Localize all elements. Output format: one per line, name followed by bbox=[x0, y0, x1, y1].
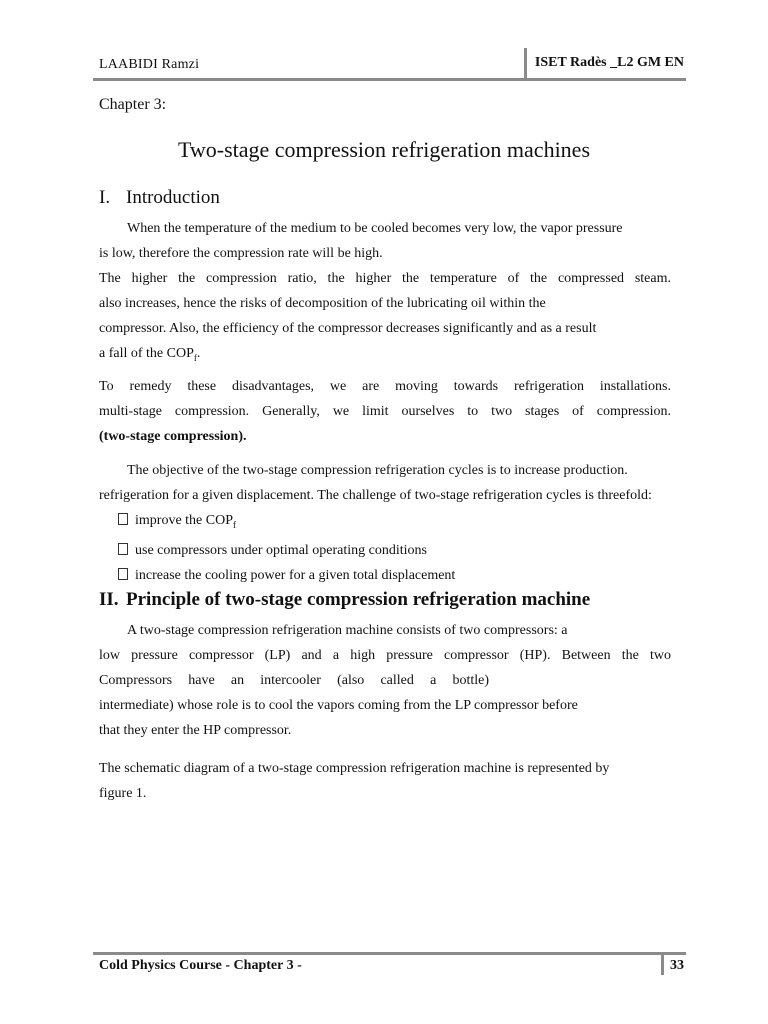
paragraph-line: A two-stage compression refrigeration machine consists of two compressors: a bbox=[127, 623, 568, 638]
footer-course: Cold Physics Course - Chapter 3 - bbox=[99, 958, 302, 973]
paragraph bbox=[99, 216, 671, 266]
paragraph-line: is low, therefore the compression rate will be high. bbox=[99, 246, 383, 261]
list-item-text: increase the cooling power for a given total displacement bbox=[135, 567, 456, 583]
list-item-text: use compressors under optimal operating conditions bbox=[135, 542, 427, 558]
cop-subscript: f bbox=[233, 519, 236, 530]
section-title: Principle of two-stage compression refrigeration machine bbox=[126, 589, 591, 610]
checkbox-bullet-icon bbox=[118, 543, 128, 555]
checkbox-bullet-icon bbox=[118, 568, 128, 580]
section-heading-principle bbox=[99, 589, 590, 611]
paragraph-line bbox=[99, 341, 671, 371]
page-footer bbox=[93, 952, 686, 977]
paragraph-line: To remedy these disadvantages, we are moving towards refrigeration installations. bbox=[99, 379, 671, 394]
header-institution: ISET Radès _L2 GM EN bbox=[524, 48, 686, 78]
cop-text: a fall of the COP bbox=[99, 346, 194, 361]
paragraph-line: The schematic diagram of a two-stage compression refrigeration machine is represented by bbox=[99, 761, 610, 776]
paragraph-line: intermediate) whose role is to cool the vapors coming from the LP compressor before bbox=[99, 698, 578, 713]
paragraph-line: refrigeration for a given displacement. The challenge of two-stage refrigeration cycles is threefold: bbox=[99, 488, 652, 503]
section-number: II. bbox=[99, 589, 119, 610]
cop-subscript: f bbox=[193, 352, 197, 363]
paragraph-line-bold: (two-stage compression). bbox=[99, 429, 247, 444]
paragraph bbox=[99, 458, 671, 508]
paragraph-line: The objective of the two-stage compression refrigeration cycles is to increase production. bbox=[127, 463, 628, 478]
chapter-label: Chapter 3: bbox=[99, 96, 167, 113]
period: . bbox=[196, 346, 201, 361]
page-header bbox=[93, 48, 686, 81]
section-number: I. bbox=[99, 187, 111, 208]
paragraph-line: also increases, hence the risks of decomposition of the lubricating oil within the bbox=[99, 296, 546, 311]
paragraph-line: compressor. Also, the efficiency of the compressor decreases significantly and as a result bbox=[99, 321, 597, 336]
paragraph bbox=[99, 618, 671, 743]
bullet-list bbox=[118, 508, 455, 588]
list-item bbox=[118, 508, 455, 538]
paragraph-line: figure 1. bbox=[99, 786, 147, 801]
paragraph bbox=[99, 756, 671, 806]
paragraph-line: Compressors have an intercooler (also called a bottle) bbox=[99, 673, 489, 688]
paragraph-line: multi-stage compression. Generally, we limit ourselves to two stages of compression. bbox=[99, 404, 671, 419]
paragraph bbox=[99, 266, 671, 371]
section-heading-introduction bbox=[99, 187, 220, 209]
page-title: Two-stage compression refrigeration machines bbox=[177, 137, 591, 162]
section-title: Introduction bbox=[126, 187, 220, 208]
page-number: 33 bbox=[661, 955, 686, 975]
header-author: LAABIDI Ramzi bbox=[99, 57, 200, 72]
list-item bbox=[118, 563, 455, 588]
list-item-text: improve the COP bbox=[135, 513, 233, 528]
paragraph-line: that they enter the HP compressor. bbox=[99, 723, 292, 738]
paragraph-line: The higher the compression ratio, the higher the temperature of the compressed steam. bbox=[99, 271, 671, 286]
paragraph-line: When the temperature of the medium to be cooled becomes very low, the vapor pressure bbox=[127, 221, 623, 236]
paragraph bbox=[99, 374, 671, 449]
checkbox-bullet-icon bbox=[118, 513, 128, 525]
paragraph-line: low pressure compressor (LP) and a high pressure compressor (HP). Between the two bbox=[99, 648, 671, 663]
list-item bbox=[118, 538, 455, 563]
